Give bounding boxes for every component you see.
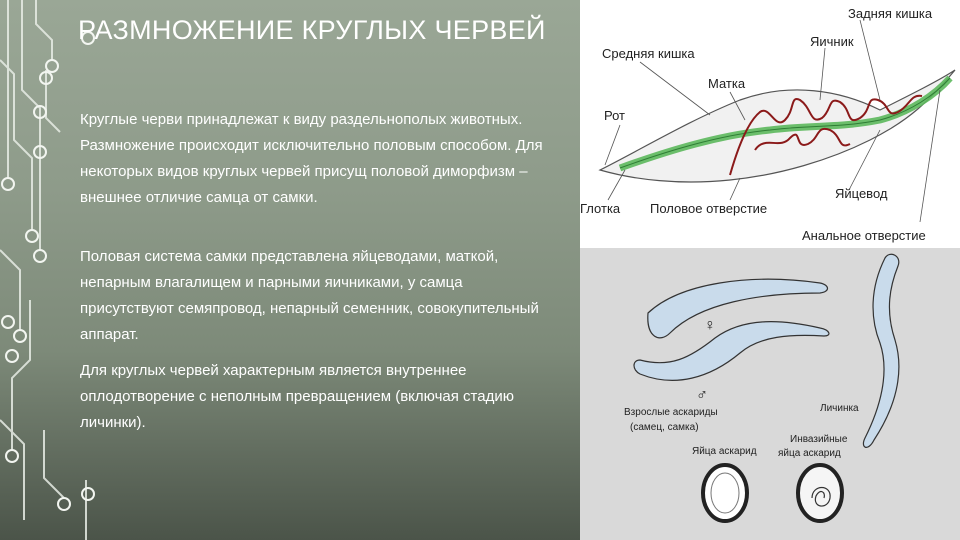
label-anal-opening: Анальное отверстие xyxy=(802,228,926,243)
female-symbol: ♀ xyxy=(704,317,716,334)
ascarid-stages-figure xyxy=(580,248,960,540)
label-adults-1: Взрослые аскариды xyxy=(624,407,718,418)
label-invasive-1: Инвазийные xyxy=(790,434,848,445)
label-posterior-gut: Задняя кишка xyxy=(848,6,933,21)
label-pharynx: Глотка xyxy=(580,201,621,216)
label-eggs: Яйца аскарид xyxy=(692,446,757,457)
invasive-egg xyxy=(798,465,842,521)
label-larva: Личинка xyxy=(820,403,859,414)
label-mouth: Рот xyxy=(604,108,625,123)
label-uterus: Матка xyxy=(708,76,746,91)
label-genital-opening: Половое отверстие xyxy=(650,201,768,216)
label-invasive-2: яйца аскарид xyxy=(778,448,841,459)
paragraph-reproduction: Круглые черви принадлежат к виду раздельнополых животных. Размножение происходит исключительно половым способом. Для некоторых видов круглых червей присущ половой диморфизм – внешнее отличие самца от самки. xyxy=(80,111,543,206)
label-ovary: Яичник xyxy=(810,34,854,49)
label-oviduct: Яйцевод xyxy=(835,186,888,201)
paragraph-fertilization: Для круглых червей характерным является внутреннее оплодотворение с неполным превращением (включая стадию личинки). xyxy=(80,362,514,431)
larva xyxy=(863,254,898,447)
label-adults-2: (самец, самка) xyxy=(630,422,699,433)
roundworm-anatomy-figure xyxy=(580,0,960,248)
label-midgut: Средняя кишка xyxy=(602,46,695,61)
slide-title: РАЗМНОЖЕНИЕ КРУГЛЫХ ЧЕРВЕЙ xyxy=(78,15,546,45)
paragraph-reproductive-system: Половая система самки представлена яйцеводами, маткой, непарным влагалищем и парными яичниками, у самца присутствуют семяпровод, непарный семенник, совокупительный аппарат. xyxy=(80,248,539,343)
male-symbol: ♂ xyxy=(696,387,708,404)
